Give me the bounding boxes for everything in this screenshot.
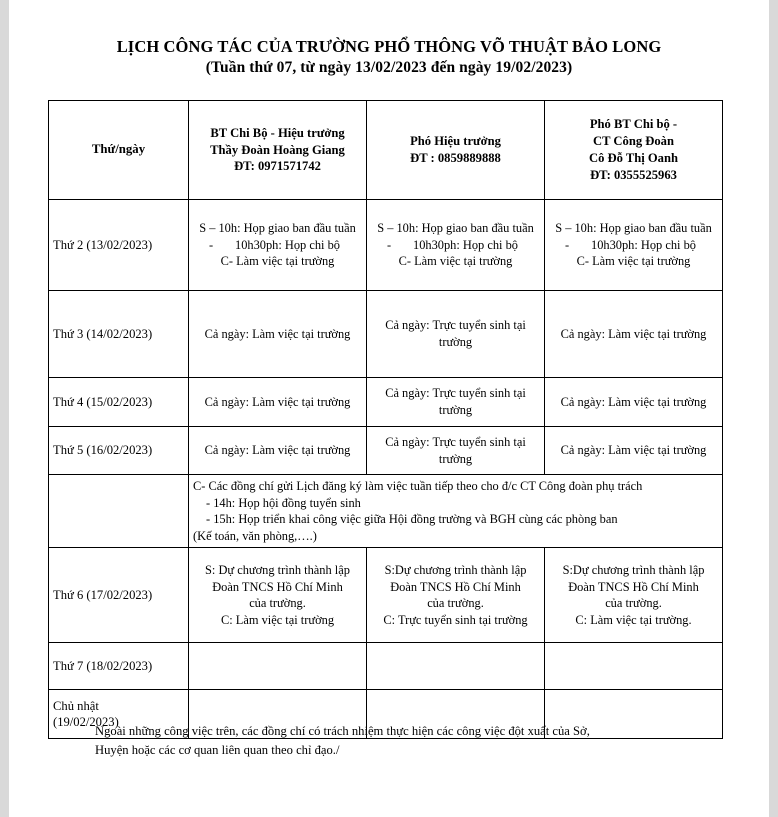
- shared-note-cell: [189, 475, 723, 548]
- wednesday-union-cell: Cả ngày: Làm việc tại trường: [545, 378, 723, 427]
- header-vice-principal-role: Phó Hiệu trưởng: [410, 134, 501, 149]
- note-line-1: C- Các đồng chí gửi Lịch đăng ký làm việc tuần tiếp theo cho đ/c CT Công đoàn phụ trách: [193, 479, 643, 493]
- footer-note-line-1: Ngoài những công việc trên, các đồng chí có trách nhiệm thực hiện các công việc đột xuất của Sở,: [95, 724, 590, 738]
- thursday-vice-principal-cell: Cả ngày: Trực tuyển sinh tại trường: [367, 427, 545, 475]
- friday-principal-line4: C: Làm việc tại trường: [220, 613, 335, 628]
- header-principal-name: Thầy Đoàn Hoàng Giang: [210, 142, 345, 157]
- friday-union-line3: của trường.: [605, 596, 662, 611]
- thursday-union-cell: Cả ngày: Làm việc tại trường: [545, 427, 723, 475]
- table-row-shared-note: [49, 475, 723, 548]
- friday-union-cell: [545, 548, 723, 643]
- monday-principal-line2-text: 10h30ph: Họp chi bộ: [235, 237, 340, 252]
- table-row-monday: [49, 200, 723, 291]
- friday-principal-line1: S: Dự chương trình thành lập: [205, 563, 350, 578]
- dash-marker: -: [565, 237, 570, 252]
- day-label-wednesday: Thứ 4 (15/02/2023): [49, 378, 189, 427]
- monday-principal-cell: [189, 200, 367, 291]
- table-row-saturday: [49, 643, 723, 690]
- friday-principal-cell: [189, 548, 367, 643]
- dash-marker: -: [387, 237, 392, 252]
- friday-union-line4: C: Làm việc tại trường.: [575, 613, 692, 628]
- thursday-principal-cell: Cả ngày: Làm việc tại trường: [189, 427, 367, 475]
- header-union-role-line2: CT Công Đoàn: [593, 134, 674, 149]
- friday-vice-principal-cell: [367, 548, 545, 643]
- monday-principal-line1: S – 10h: Họp giao ban đầu tuần: [199, 221, 356, 236]
- note-line-2: - 14h: Họp hội đồng tuyển sinh: [206, 495, 361, 510]
- header-union-role-line1: Phó BT Chi bộ -: [589, 117, 678, 132]
- friday-principal-line3: của trường.: [249, 596, 306, 611]
- monday-vice-line1: S – 10h: Họp giao ban đầu tuần: [377, 221, 534, 236]
- friday-vice-line4: C: Trực tuyển sinh tại trường: [383, 613, 528, 628]
- day-label-saturday: Thứ 7 (18/02/2023): [49, 643, 189, 690]
- header-cell-union-chair: [545, 101, 723, 200]
- monday-union-line3: C- Làm việc tại trường: [576, 254, 691, 269]
- monday-principal-line2: [193, 237, 362, 254]
- header-principal-role: BT Chi Bộ - Hiệu trưởng: [210, 125, 345, 140]
- page-title: [9, 0, 769, 78]
- day-label-thursday: Thứ 5 (16/02/2023): [49, 427, 189, 475]
- day-label-monday: Thứ 2 (13/02/2023): [49, 200, 189, 291]
- footer-note-line-2: Huyện hoặc các cơ quan liên quan theo chỉ đạo./: [95, 743, 340, 758]
- friday-union-line1: S:Dự chương trình thành lập: [562, 563, 705, 578]
- sunday-label-line2: (19/02/2023): [53, 715, 119, 730]
- monday-vice-line2: [371, 237, 540, 254]
- table-row-thursday: [49, 427, 723, 475]
- note-line-3: - 15h: Họp triển khai công việc giữa Hội đồng trường và BGH cùng các phòng ban: [206, 512, 618, 527]
- header-cell-principal: [189, 101, 367, 200]
- saturday-union-cell: [545, 643, 723, 690]
- friday-vice-line1: S:Dự chương trình thành lập: [384, 563, 527, 578]
- header-principal-phone: ĐT: 0971571742: [234, 159, 321, 174]
- header-vice-principal-phone: ĐT : 0859889888: [410, 151, 501, 165]
- monday-vice-principal-cell: [367, 200, 545, 291]
- header-cell-day: Thứ/ngày: [49, 101, 189, 200]
- tuesday-union-cell: Cả ngày: Làm việc tại trường: [545, 291, 723, 378]
- title-line-1: LỊCH CÔNG TÁC CỦA TRƯỜNG PHỔ THÔNG VÕ THUẬT BẢO LONG: [116, 37, 662, 56]
- table-row-friday: [49, 548, 723, 643]
- table-header-row: [49, 101, 723, 200]
- wednesday-principal-cell: Cả ngày: Làm việc tại trường: [189, 378, 367, 427]
- monday-principal-line3: C- Làm việc tại trường: [220, 254, 335, 269]
- schedule-table-wrapper: [48, 100, 722, 739]
- monday-vice-line3: C- Làm việc tại trường: [398, 254, 513, 269]
- saturday-vice-principal-cell: [367, 643, 545, 690]
- weekly-schedule-table: [48, 100, 723, 739]
- title-line-2: (Tuần thứ 07, từ ngày 13/02/2023 đến ngày 19/02/2023): [205, 58, 573, 76]
- day-label-tuesday: Thứ 3 (14/02/2023): [49, 291, 189, 378]
- monday-union-line2: [549, 237, 718, 254]
- monday-union-cell: [545, 200, 723, 291]
- friday-vice-line2: Đoàn TNCS Hồ Chí Minh: [390, 579, 521, 594]
- note-line-4: (Kế toán, văn phòng,….): [193, 528, 317, 543]
- monday-union-line1: S – 10h: Họp giao ban đầu tuần: [555, 221, 712, 236]
- sunday-label-line1: Chủ nhật: [53, 698, 99, 713]
- header-cell-vice-principal: [367, 101, 545, 200]
- friday-union-line2: Đoàn TNCS Hồ Chí Minh: [568, 579, 699, 594]
- friday-vice-line3: của trường.: [427, 596, 484, 611]
- table-row-wednesday: [49, 378, 723, 427]
- header-union-phone: ĐT: 0355525963: [590, 167, 677, 182]
- day-label-shared-note: [49, 475, 189, 548]
- header-union-name: Cô Đỗ Thị Oanh: [588, 151, 678, 165]
- saturday-principal-cell: [189, 643, 367, 690]
- wednesday-vice-principal-cell: Cả ngày: Trực tuyển sinh tại trường: [367, 378, 545, 427]
- document-page: [9, 0, 769, 817]
- tuesday-vice-principal-cell: Cả ngày: Trực tuyển sinh tại trường: [367, 291, 545, 378]
- dash-marker: -: [209, 237, 214, 252]
- friday-principal-line2: Đoàn TNCS Hồ Chí Minh: [212, 579, 343, 594]
- footer-note: [95, 722, 695, 760]
- tuesday-principal-cell: Cả ngày: Làm việc tại trường: [189, 291, 367, 378]
- day-label-friday: Thứ 6 (17/02/2023): [49, 548, 189, 643]
- table-row-tuesday: [49, 291, 723, 378]
- monday-vice-line2-text: 10h30ph: Họp chi bộ: [413, 237, 518, 252]
- monday-union-line2-text: 10h30ph: Họp chi bộ: [591, 237, 696, 252]
